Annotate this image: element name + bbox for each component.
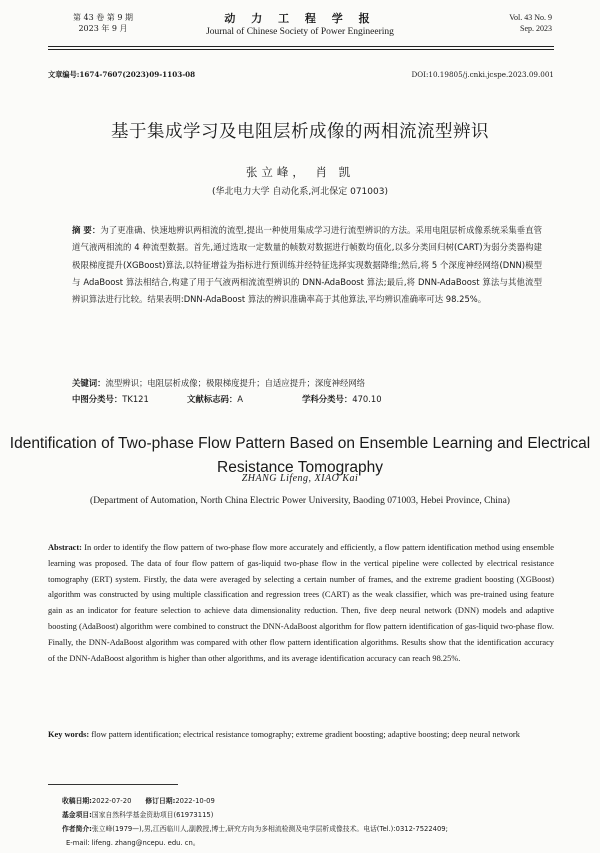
header-left [58,12,148,34]
title-en: Identification of Two-phase Flow Pattern Based on Ensemble Learning and Electrical Resistance Tomography [9,435,591,476]
article-number: 文章编号:1674-7607(2023)09-1103-08 [48,70,196,79]
abstract-en [48,540,554,666]
journal-name-en: Journal of Chinese Society of Power Engineering [206,27,394,37]
date-en: Sep. 2023 [520,24,552,33]
header-right [509,12,552,34]
keywords-en-text: flow pattern identification; electrical resistance tomography; extreme gradient boosting; adaptive boosting; deep neural network [91,730,520,739]
footnote-rule [48,784,178,785]
volume-cn: 第 43 卷 第 9 期 [73,13,133,22]
abstract-en-label: Abstract: [48,543,82,552]
footnote-author: 作者简介:张立峰(1979—),男,江西临川人,副教授,博士,研究方向为多相流检测及电学层析成像技术。电话(Tel.):0312-7522409; [62,825,448,833]
affiliation-en: (Department of Automation, North China Electric Power University, Baoding 071003, Hebei Province, China) [90,496,510,506]
keywords-cn-text: 流型辨识；电阻层析成像；极限梯度提升；自适应提升；深度神经网络 [105,378,366,388]
keywords-en [48,727,554,743]
keywords-cn-label: 关键词： [72,378,106,388]
footnote-fund: 基金项目:国家自然科学基金资助项目(61973115) [62,811,214,819]
volume-en: Vol. 43 No. 9 [509,13,552,22]
keywords-cn [72,377,542,389]
header-center [170,12,430,38]
journal-name-cn: 动 力 工 程 学 报 [224,12,376,25]
abstract-cn-text: 为了更准确、快速地辨识两相流的流型,提出一种使用集成学习进行流型辨识的方法。采用电阻层析成像系统采集垂直管道气液两相流的 4 种流型数据。首先,通过选取一定数量的帧数对数据进行帧数均值化,以多分类回归树(CART)为弱分类器构建极限梯度提升(XGBoost)算法,以特征增益为指标进行预训练并经特征选择实现数据降维;然后,将 5 个深度神经网络(DNN)模型与 AdaBoost 算法相结合,构建了用于气液两相流流型辨识的 DNN-AdaBoost 算法;最后,将 DNN-AdaBoost 算法与其他流型辨识算法进行比较。结果表明:DNN-AdaBoost 算法的辨识准确率高于其他算法,平均辨识准确率可达 98.25%。 [72,225,542,305]
clc-number: 中图分类号：TK121 [72,394,149,404]
header-rule-thin [48,49,554,50]
keywords-en-label: Key words: [48,730,90,739]
authors-cn: 张立峰， 肖 凯 [245,165,355,179]
footnote-email: E-mail: lifeng. zhang@ncepu. edu. cn。 [66,839,200,847]
doi: DOI:10.19805/j.cnki.jcspe.2023.09.001 [411,70,554,79]
subject-code: 学科分类号：470.10 [302,394,382,404]
document-code: 文献标志码：A [187,394,243,404]
revised-date: 2022-10-09 [175,797,215,805]
abstract-cn [72,222,542,308]
header-rule-thick [48,46,554,47]
journal-header [0,10,600,54]
abstract-cn-label: 摘 要： [72,225,101,235]
footnote [62,794,562,850]
date-cn: 2023 年 9 月 [78,24,128,33]
footnote-dates: 收稿日期:2022-07-20 修订日期:2022-10-09 [62,797,215,805]
authors-en: ZHANG Lifeng, XIAO Kai [241,473,359,484]
abstract-en-text: In order to identify the flow pattern of two-phase flow more accurately and efficiently, a flow pattern identification method using ensemble learning was proposed. The data of four flow pattern of gas-liquid two-phase flow in the vertical pipeline were collected by electrical resistance tomography (ERT) system. Firstly, the data were averaged by selecting a certain number of frames, and the extreme gradient boosting (XGBoost) algorithm was constructed by using multiple classification and regression trees (CART) as the weak classifier, which was pre-trained using feature gain as an indicator for feature selection to achieve data dimensionality reduction. Then, five deep neural network (DNN) models and adaptive boosting (AdaBoost) algorithm were combined to construct the DNN-AdaBoost algorithm for flow pattern identification of gas-liquid two-phase flow. Finally, the DNN-AdaBoost algorithm was compared with other flow pattern identification algorithms. Results show that the identification accuracy of the DNN-AdaBoost algorithm is higher than other algorithms, and its average identification accuracy can reach 98.25%. [48,543,554,663]
received-date: 2022-07-20 [91,797,132,805]
affiliation-cn: (华北电力大学 自动化系,河北保定 071003) [212,187,388,197]
title-cn: 基于集成学习及电阻层析成像的两相流流型辨识 [111,122,489,142]
